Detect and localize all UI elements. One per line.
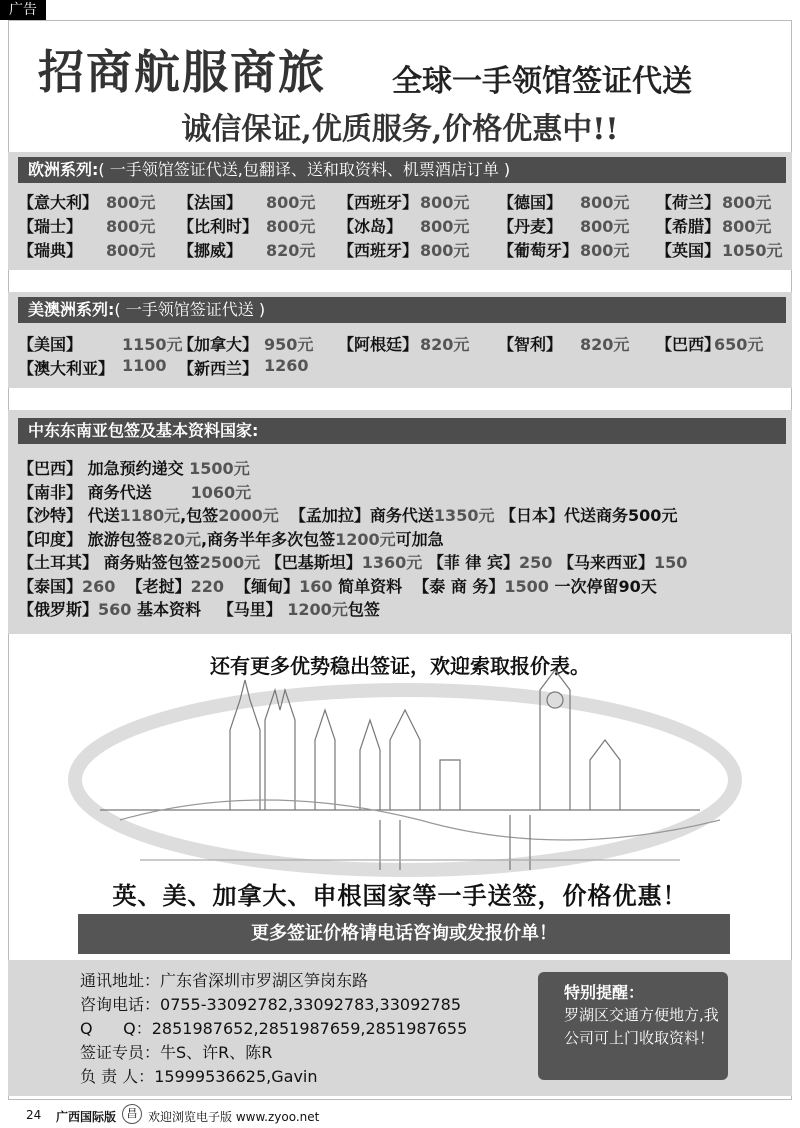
price-value: 1100 — [122, 356, 167, 375]
country-label: 【德国】 — [498, 193, 563, 212]
mideast-line — [18, 456, 250, 479]
price-value: 1150元 — [122, 335, 183, 354]
description-text: 【缅甸】 — [223, 576, 300, 596]
country-label: 【希腊】 — [656, 217, 721, 236]
country-label: 【英国】 — [656, 241, 721, 260]
price-value: 1180元 — [119, 506, 181, 525]
price-value: 800元 — [722, 193, 772, 212]
qq-value: 2851987652,2851987659,2851987655 — [151, 1019, 468, 1038]
footer — [0, 1100, 800, 1128]
description-text: 基本资料 【马里】 — [131, 600, 288, 619]
qq-label: Q Q： — [80, 1019, 152, 1038]
mideast-line — [18, 550, 687, 573]
price-value: 800元 — [580, 217, 630, 236]
description-text: 【巴基斯坦】 — [260, 553, 362, 572]
ad-tag: 广告 — [0, 0, 46, 20]
price-value: 800元 — [580, 241, 630, 260]
description-text: 简单资料 【泰 商 务】 — [332, 576, 505, 596]
price-value: 650元 — [714, 335, 764, 354]
price-value: 1500元 — [189, 459, 250, 478]
country-label: 【荷兰】 — [656, 193, 721, 212]
country-label: 【西班牙】 — [338, 241, 419, 260]
agents-value: 牛S、许R、陈R — [160, 1043, 273, 1062]
price-value: 260 — [82, 576, 116, 596]
country-label: 【澳大利亚】 — [18, 359, 115, 378]
description-text: 【俄罗斯】 — [18, 600, 99, 619]
agents-label: 签证专员： — [80, 1043, 161, 1062]
phone-row — [80, 992, 461, 1015]
price-value: 2000元 — [218, 506, 279, 525]
address-label: 通讯地址： — [80, 971, 161, 990]
price-value: 1350元 — [433, 506, 495, 525]
country-label: 【冰岛】 — [338, 217, 403, 236]
manager-label: 负 责 人： — [80, 1067, 155, 1086]
phone-label: 咨询电话： — [80, 995, 161, 1014]
mideast-line — [18, 574, 657, 597]
country-label: 【智利】 — [498, 335, 563, 354]
address-value: 广东省深圳市罗湖区笋岗东路 — [160, 971, 369, 990]
price-value: 800元 — [266, 193, 316, 212]
description-text: ,包签 — [180, 506, 219, 525]
company-title: 招商航服商旅 — [38, 45, 326, 99]
schengen-text: 英、美、加拿大、申根国家等一手送签，价格优惠！ — [112, 881, 688, 910]
country-label: 【挪威】 — [178, 241, 243, 260]
manager-row — [80, 1064, 318, 1087]
qq-row — [80, 1016, 467, 1039]
country-label: 【巴西】 — [656, 335, 721, 354]
notice-title: 特别提醒： — [564, 983, 645, 1002]
country-label: 【意大利】 — [18, 193, 99, 212]
more-visas-text: 还有更多优势稳出签证，欢迎索取报价表。 — [210, 654, 590, 678]
price-value: 2500元 — [199, 553, 261, 572]
price-value: 1200元 — [287, 600, 348, 619]
country-label: 【瑞士】 — [18, 217, 83, 236]
price-value: 800元 — [420, 217, 470, 236]
description-text: ,商务半年多次包签 — [200, 529, 336, 549]
slogan: 诚信保证,优质服务,价格优惠中!! — [181, 112, 619, 147]
price-value: 150 — [653, 553, 688, 572]
description-text: 【孟加拉】商务代送 — [278, 506, 434, 525]
description-text: 一次停留90天 — [548, 576, 657, 596]
price-value: 800元 — [722, 217, 772, 236]
description-text: 【日本】代送商务500元 — [494, 506, 678, 525]
description-text: 【老挝】 — [115, 576, 191, 596]
mideast-line — [18, 527, 444, 550]
price-value: 800元 — [420, 241, 470, 260]
manager-value: 15999536625,Gavin — [154, 1067, 318, 1086]
europe-note: ( 一手领馆签证代送,包翻译、送和取资料、机票酒店订单 ) — [98, 160, 511, 179]
country-label: 【西班牙】 — [338, 193, 419, 212]
website-text: 欢迎浏览电子版 www.zyoo.net — [148, 1110, 320, 1124]
america-note: ( 一手领馆签证代送 ) — [114, 300, 266, 319]
mideast-line — [18, 480, 251, 503]
company-tagline: 全球一手领馆签证代送 — [392, 64, 692, 99]
page-number: 24 — [26, 1108, 42, 1122]
europe-title: 欧洲系列: — [28, 160, 99, 179]
london-skyline-illustration — [60, 670, 750, 880]
price-value: 1360元 — [361, 553, 423, 572]
agents-row — [80, 1040, 272, 1063]
magazine-logo-icon: 昌 — [122, 1104, 142, 1124]
mideast-title: 中东东南亚包签及基本资料国家: — [28, 421, 259, 440]
phone-value: 0755-33092782,33092783,33092785 — [160, 995, 461, 1014]
price-value: 800元 — [106, 193, 156, 212]
price-value: 950元 — [264, 335, 314, 354]
price-value: 820元 — [266, 241, 316, 260]
call-to-action-bar: 更多签证价格请电话咨询或发报价单！ — [78, 914, 730, 954]
price-value: 800元 — [106, 241, 156, 260]
price-value: 820元 — [151, 529, 201, 549]
price-value: 820元 — [420, 335, 470, 354]
country-label: 【瑞典】 — [18, 241, 83, 260]
america-header — [18, 297, 786, 323]
price-value: 1260 — [264, 356, 309, 375]
price-value: 800元 — [420, 193, 470, 212]
description-text: 【菲 律 宾】 — [422, 553, 519, 572]
description-text: 【土耳其】 商务贴签包签 — [18, 553, 200, 572]
price-value: 220 — [190, 576, 224, 596]
description-text: 【马来西亚】 — [552, 553, 654, 572]
mideast-header — [18, 418, 786, 444]
price-value: 160 — [299, 576, 333, 596]
price-value: 800元 — [580, 193, 630, 212]
description-text: 包签 — [347, 600, 380, 619]
country-label: 【葡萄牙】 — [498, 241, 579, 260]
description-text: 可加急 — [395, 529, 444, 549]
description-text: 【南非】 商务代送 — [18, 482, 191, 502]
mideast-line — [18, 597, 380, 620]
description-text: 【泰国】 — [18, 576, 83, 596]
price-value: 560 — [98, 600, 132, 619]
description-text: 【巴西】 加急预约递交 — [18, 459, 190, 478]
mideast-line — [18, 503, 677, 526]
special-notice-box — [538, 972, 728, 1080]
price-value: 250 — [518, 553, 553, 572]
address-row — [80, 968, 368, 991]
description-text: 【印度】 旅游包签 — [18, 529, 152, 549]
country-label: 【比利时】 — [178, 217, 259, 236]
price-value: 800元 — [266, 217, 316, 236]
price-value: 1060元 — [190, 482, 252, 502]
country-label: 【阿根廷】 — [338, 335, 419, 354]
price-value: 1500 — [504, 576, 549, 596]
country-label: 【丹麦】 — [498, 217, 563, 236]
europe-header — [18, 157, 786, 183]
country-label: 【美国】 — [18, 335, 83, 354]
price-value: 800元 — [106, 217, 156, 236]
price-value: 1200元 — [335, 529, 396, 549]
magazine-name: 广西国际版 — [56, 1110, 117, 1124]
price-value: 820元 — [580, 335, 630, 354]
country-label: 【新西兰】 — [178, 359, 259, 378]
notice-body: 罗湖区交通方便地方,我公司可上门收取资料！ — [564, 1006, 719, 1047]
price-value: 1050元 — [722, 241, 783, 260]
country-label: 【加拿大】 — [178, 335, 259, 354]
country-label: 【法国】 — [178, 193, 243, 212]
america-title: 美澳洲系列: — [28, 300, 115, 319]
description-text: 【沙特】 代送 — [18, 506, 120, 525]
